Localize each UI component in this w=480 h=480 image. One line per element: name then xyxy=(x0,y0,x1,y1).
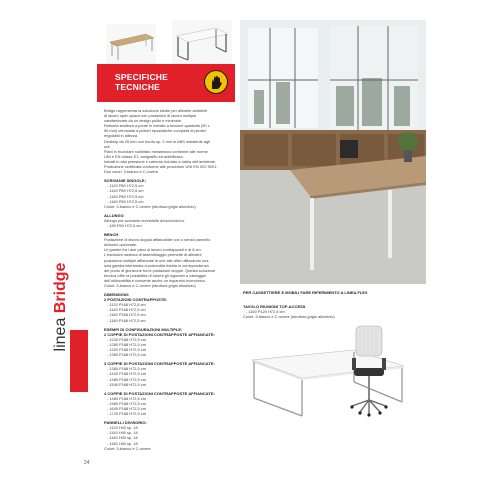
list-item: - 1540 P168 H72,5 cm xyxy=(107,381,146,387)
list-item: - 1120 H40 sp. 18 xyxy=(107,425,138,431)
subsection-title: 2 COPPIE DI POSTAZIONI CONTRAPPOSTE AFFIANCATE: xyxy=(104,331,215,337)
subsection-title: 2 POSTAZIONI CONTRAPPOSTE: xyxy=(104,297,168,303)
section-title-tavolo: TAVOLO RIUNIONI TOP-ACCESS xyxy=(243,304,306,310)
section-title-dimensioni: DIMENSIONI: xyxy=(104,292,130,298)
list-item: - 1120 P168 H72,5 cm xyxy=(107,302,146,308)
cassettiere-caption: PER CASSETTIERE E MOBILI FARE RIFERIMENTO A LINEA FLEX xyxy=(243,290,368,295)
list-item: - 1360 P168 H72,5 cm xyxy=(107,366,146,372)
intro-line: di lavoro open-space con postazioni di lavoro multiple xyxy=(104,113,197,119)
line-prefix: linea xyxy=(52,313,69,352)
section-title-bench: BENCH xyxy=(104,232,119,238)
text-line: divisorio opzionale. xyxy=(104,242,138,248)
text-line: Le gambe fra i due piani di lavoro contrapposti e di 8 cm. xyxy=(104,247,202,253)
specs-title-line2: TECNICHE xyxy=(115,82,161,92)
list-item: - 1720 P168 H72,5 cm xyxy=(107,411,146,417)
list-item: - 1120 P80 H72,5 cm xyxy=(107,183,144,189)
specs-title-line1: SPECIFICHE xyxy=(115,72,169,82)
intro-paragraph xyxy=(104,108,238,174)
intro-line: Due colori: 3-bianco e C-rovere xyxy=(104,169,159,175)
color-note: Colori: 3-bianco e C-rovere (struttura grigio alluminio) xyxy=(243,314,335,320)
intro-line: UNI e EN classe E1, antigraffio ed antiriflesso. xyxy=(104,153,184,159)
intro-line: Piani in truciolare nobilitato melaminico conforme alle norme xyxy=(104,148,208,154)
intro-line: Desktop da 25 mm con bordo sp. 2 mm in ABS resistente agli xyxy=(104,138,210,144)
intro-line: Produzione certificata conforme alle procedure UNI EN ISO 9001. xyxy=(104,164,218,170)
list-item: - 1140 H40 sp. 18 xyxy=(107,430,138,436)
intro-line: regolabili in altezza. xyxy=(104,133,139,139)
section-title-allungo: ALLUNGO xyxy=(104,212,124,218)
list-item: - 1180 P80 H72,5 cm xyxy=(107,198,144,204)
intro-line: Bridge rappresenta la soluzione ideale per allestire ambienti xyxy=(104,108,208,113)
color-note: Colori: 3-bianco e C-rovere (struttura grigio alluminio) xyxy=(104,203,196,209)
text-line: sola gamba intermedia a profondita ridotta in corrispondenza xyxy=(104,262,209,268)
list-item: - 1360 P168 H72,5 cm xyxy=(107,352,146,358)
list-item: - 1160 P120 H72,5 cm xyxy=(246,309,285,315)
product-line-label xyxy=(52,232,70,382)
list-item: - 1560 P168 H72,5 cm xyxy=(107,400,146,406)
list-item: - 1420 P168 H72,5 cm xyxy=(107,371,146,377)
page-number: 24 xyxy=(84,460,90,466)
list-item: - 1180 H40 sp. 18 xyxy=(107,440,138,446)
hand-badge-icon xyxy=(204,70,228,94)
text-line: del punto di giunzione fra le postazioni doppie. Questa soluzione xyxy=(104,267,216,273)
list-item: - 1640 P168 H72,5 cm xyxy=(107,405,146,411)
list-item: - 1140 P168 H72,5 cm xyxy=(107,307,146,313)
intro-line: Robusta struttura a ponte in metallo a sezione quadrata (50 x xyxy=(104,123,210,129)
text-line: postazioni multiple affiancate le une alle altre utilizzando una xyxy=(104,257,209,263)
list-item: - 1240 P168 H72,5 cm xyxy=(107,336,146,342)
specs-title xyxy=(115,72,168,92)
red-tab-marker xyxy=(70,330,88,392)
color-note: Colori: 3-bianco e C-rovere xyxy=(104,445,151,451)
bench-paragraph xyxy=(104,237,238,288)
section-title-scrivanie: SCRIVANIE SINGOLE: xyxy=(104,178,146,184)
intro-line: 50 mm) verniciata a polveri epossidiche completa di piedini xyxy=(104,128,206,134)
specs-left-column xyxy=(104,108,238,451)
intro-line: urti. xyxy=(104,143,111,149)
list-item: - 1180 P168 H72,5 cm xyxy=(107,317,146,323)
desk-white-thumbnail xyxy=(172,20,232,66)
text-line: Allungo per scrivanie reversibile dx/sx/cx/dx/cx. xyxy=(104,217,186,223)
list-item: - 1140 P80 H72,5 cm xyxy=(107,188,144,194)
list-item: - 1320 P168 H72,5 cm xyxy=(107,347,146,353)
office-photo xyxy=(240,20,426,284)
list-item: - 1480 P168 H72,5 cm xyxy=(107,376,146,382)
meeting-table-illustration xyxy=(244,322,434,422)
desk-wood-thumbnail xyxy=(106,24,156,66)
list-item: - 1160 P80 H72,5 cm xyxy=(107,193,144,199)
list-item: - 180 P60 H72,5 cm xyxy=(107,222,142,228)
text-line: L'esclusivo sistema di assemblaggio permette di allestire xyxy=(104,252,202,258)
intro-line: Imballi in alta pressione e carbone riciclato a tutela dell'ambiente. xyxy=(104,158,217,164)
section-title-esempi: ESEMPI DI CONFIGURAZIONI MULTIPLE: xyxy=(104,326,183,332)
specs-header xyxy=(97,64,235,102)
line-brand: Bridge xyxy=(52,262,69,314)
text-line: Postazione di lavoro doppia affiancabile con o senza pannello xyxy=(104,237,211,243)
text-line: dell'utilizzabilita e consente anche un risparmio economico. xyxy=(104,277,206,283)
specs-right-column xyxy=(243,290,433,319)
list-item: - 1160 P168 H72,5 cm xyxy=(107,312,146,318)
list-item: - 1280 P168 H72,5 cm xyxy=(107,341,146,347)
subsection-title: 4 COPPIE DI POSTAZIONI CONTRAPPOSTE AFFIANCATE: xyxy=(104,390,215,396)
text-line: Colori: 3-bianco e C-rovere (struttura grigio alluminio) xyxy=(104,283,196,288)
list-item: - 1160 H40 sp. 18 xyxy=(107,435,138,441)
section-title-pannelli: PANNELLI DIVISORIO: xyxy=(104,420,147,426)
list-item: - 1480 P168 H72,5 cm xyxy=(107,395,146,401)
subsection-title: 3 COPPIE DI POSTAZIONI CONTRAPPOSTE AFFIANCATE: xyxy=(104,361,215,367)
text-line: tecnica offre la possibilita di ridurre gli ingombri a vantaggio xyxy=(104,272,207,278)
intro-line: caratterizzate da un design pulito e minimale. xyxy=(104,118,183,124)
